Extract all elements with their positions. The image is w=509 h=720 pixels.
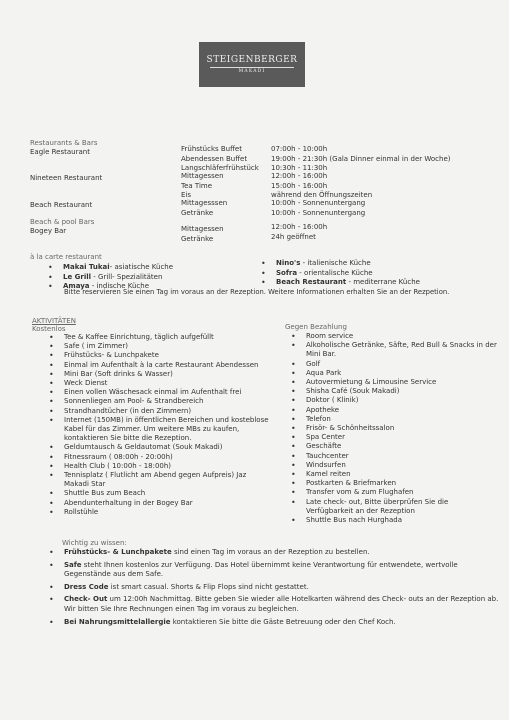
free-item: • Shuttle Bus zum Beach bbox=[64, 489, 269, 498]
alacarte-right-list bbox=[276, 259, 420, 288]
venue-nineteen: Nineteen Restaurant bbox=[30, 174, 103, 182]
logo-brand: STEIGENBERGER bbox=[206, 55, 298, 65]
venue-time: 10:30h - 11:30h bbox=[271, 164, 328, 172]
venue-item: Mittagessen bbox=[181, 225, 224, 233]
hotel-logo bbox=[199, 42, 305, 87]
free-item: • Safe ( im Zimmer) bbox=[64, 342, 269, 351]
paid-item: • Kamel reiten bbox=[306, 470, 497, 479]
venue-bogey-times bbox=[271, 223, 327, 242]
venue-time: 07:00h - 10:00h bbox=[271, 145, 328, 153]
paid-item: • Frisör- & Schönheitssalon bbox=[306, 424, 497, 433]
venue-beach: Beach Restaurant bbox=[30, 201, 93, 209]
paid-item: • Telefon bbox=[306, 415, 497, 424]
free-item: • Mini Bar (Soft drinks & Wasser) bbox=[64, 370, 269, 379]
paid-item: • Postkarten & Briefmarken bbox=[306, 479, 497, 488]
free-item: • Weck Dienst bbox=[64, 379, 269, 388]
free-item: • Internet (150MB) in öffentlichen Bereichen und kosteblose Kabel für das Zimmer. Um weitere MBs zu kaufen, kontaktieren Sie bitte die Rezeption. bbox=[64, 416, 269, 444]
alacarte-item: • Le Grill - Grill- Spezialitäten bbox=[63, 273, 173, 283]
venue-time: 12:00h - 16:00h bbox=[271, 223, 328, 231]
free-item: • Abendunterhaltung in der Bogey Bar bbox=[64, 499, 269, 508]
venue-nineteen-times bbox=[271, 172, 372, 201]
venue-bogey-items bbox=[181, 225, 224, 244]
venue-item: Abendessen Buffet bbox=[181, 154, 248, 163]
venue-item: Mittagessen bbox=[181, 172, 224, 180]
paid-item: • Geschäfte bbox=[306, 442, 497, 451]
paid-list bbox=[306, 332, 497, 525]
alacarte-note: Bitte reservieren Sie einen Tag im voraus an der Rezeption. Weitere Informationen erhalten Sie an der Rezpetion. bbox=[64, 288, 450, 296]
free-item: • Geldumtausch & Geldautomat (Souk Makadi) bbox=[64, 443, 269, 452]
paid-header: Gegen Bezahlung bbox=[285, 323, 347, 331]
paid-item: • Shisha Café (Souk Makadi) bbox=[306, 387, 497, 396]
free-item: • Strandhandtücher (in den Zimmern) bbox=[64, 407, 269, 416]
venue-eagle-times bbox=[271, 145, 450, 174]
venue-time: 19:00h - 21:30h (Gala Dinner einmal in der Woche) bbox=[271, 154, 451, 163]
venue-bogey: Bogey Bar bbox=[30, 227, 67, 235]
paid-item: • Room service bbox=[306, 332, 497, 341]
free-item: • Frühstücks- & Lunchpakete bbox=[64, 351, 269, 360]
free-item: • Rollstühle bbox=[64, 508, 269, 517]
alacarte-item: • Nino's - italienische Küche bbox=[276, 259, 420, 269]
free-item: • Einmal im Aufenthalt à la carte Restaurant Abendessen bbox=[64, 361, 269, 370]
beach-bars-header: Beach & pool Bars bbox=[30, 218, 95, 226]
important-item: • Bei Nahrungsmittelallergie kontaktieren Sie bitte die Gäste Betreuung oder den Chef Koch. bbox=[64, 618, 498, 628]
important-item: • Safe steht Ihnen kostenlos zur Verfügung. Das Hotel übernimmt keine Verantwortung für entwendete, wertvolle Gegenstände aus dem Safe. bbox=[64, 561, 498, 580]
venue-item: Langschläferfrühstück bbox=[181, 164, 259, 172]
venue-time: 12:00h - 16:00h bbox=[271, 172, 328, 180]
venue-item: Frühstücks Buffet bbox=[181, 145, 242, 153]
paid-item: • Apotheke bbox=[306, 406, 497, 415]
paid-item: • Windsurfen bbox=[306, 461, 497, 470]
alacarte-header: à la carte restaurant bbox=[30, 253, 102, 261]
free-item: • Einen vollen Wäschesack einmal im Aufenthalt frei bbox=[64, 388, 269, 397]
alacarte-item: • Amaya - indische Küche bbox=[63, 282, 173, 292]
alacarte-item: • Beach Restaurant - mediterrane Küche bbox=[276, 278, 420, 288]
venue-time: 10:00h - Sonnenuntergang bbox=[271, 208, 366, 217]
important-item: • Dress Code ist smart casual. Shorts & Flip Flops sind nicht gestattet. bbox=[64, 583, 498, 593]
important-item: • Frühstücks- & Lunchpakete sind einen Tag im voraus an der Rezeption zu bestellen. bbox=[64, 548, 498, 558]
activities-header: AKTIVITÄTEN bbox=[32, 317, 76, 325]
free-list bbox=[64, 333, 269, 517]
paid-item: • Alkoholische Getränke, Säfte, Red Bull & Snacks in der Mini Bar. bbox=[306, 341, 497, 359]
venue-beach-times bbox=[271, 199, 365, 218]
paid-item: • Spa Center bbox=[306, 433, 497, 442]
paid-item: • Transfer vom & zum Flughafen bbox=[306, 488, 497, 497]
venue-time: 10:00h - Sonnenuntergang bbox=[271, 199, 366, 207]
important-list bbox=[64, 548, 498, 630]
paid-item: • Doktor ( Klinik) bbox=[306, 396, 497, 405]
logo-sub: MAKADI bbox=[238, 69, 266, 74]
paid-item: • Tauchcenter bbox=[306, 452, 497, 461]
logo-divider bbox=[210, 67, 294, 68]
venue-item: Eis bbox=[181, 191, 192, 199]
venue-beach-items bbox=[181, 199, 227, 218]
venue-time: 15:00h - 16:00h bbox=[271, 181, 328, 190]
free-item: • Sonnenliegen am Pool- & Strandbereich bbox=[64, 397, 269, 406]
important-header: Wichtig zu wissen: bbox=[62, 539, 127, 547]
venue-nineteen-items bbox=[181, 172, 224, 201]
free-item: • Tee & Kaffee Einrichtung, täglich aufgefüllt bbox=[64, 333, 269, 342]
alacarte-item: • Sofra - orientalische Küche bbox=[276, 269, 420, 279]
venue-item: Mittagesssen bbox=[181, 199, 228, 207]
important-item: • Check- Out um 12:00h Nachmittag. Bitte geben Sie wieder alle Hotelkarten während des Check- outs an der Rezeption ab. Wir bitten Sie Ihre Rechnungen einen Tag im voraus zu begleichen. bbox=[64, 595, 498, 614]
paid-item: • Aqua Park bbox=[306, 369, 497, 378]
venue-time: während den Öffnungszeiten bbox=[271, 191, 373, 199]
venue-item: Getränke bbox=[181, 208, 214, 217]
venue-item: Tea Time bbox=[181, 181, 213, 190]
venue-item: Getränke bbox=[181, 234, 214, 243]
venue-eagle-items bbox=[181, 145, 259, 174]
venue-eagle: Eagle Restaurant bbox=[30, 148, 90, 156]
paid-item: • Shuttle Bus nach Hurghada bbox=[306, 516, 497, 525]
paid-item: • Golf bbox=[306, 360, 497, 369]
free-item: • Fitnessraum ( 08:00h - 20:00h) bbox=[64, 453, 269, 462]
free-item: • Tennisplatz ( Flutlicht am Abend gegen Aufpreis) Jaz Makadi Star bbox=[64, 471, 269, 489]
paid-item: • Late check- out, Bitte überprüfen Sie die Verfügbarkeit an der Rezeption bbox=[306, 498, 497, 516]
free-item: • Health Club ( 10:00h - 18:00h) bbox=[64, 462, 269, 471]
free-header: Kostenlos bbox=[32, 325, 66, 333]
paid-item: • Autovermietung & Limousine Service bbox=[306, 378, 497, 387]
venue-time: 24h geöffnet bbox=[271, 232, 316, 241]
restaurants-header: Restaurants & Bars bbox=[30, 139, 98, 147]
alacarte-item: • Makai Tukai- asiatische Küche bbox=[63, 263, 173, 273]
